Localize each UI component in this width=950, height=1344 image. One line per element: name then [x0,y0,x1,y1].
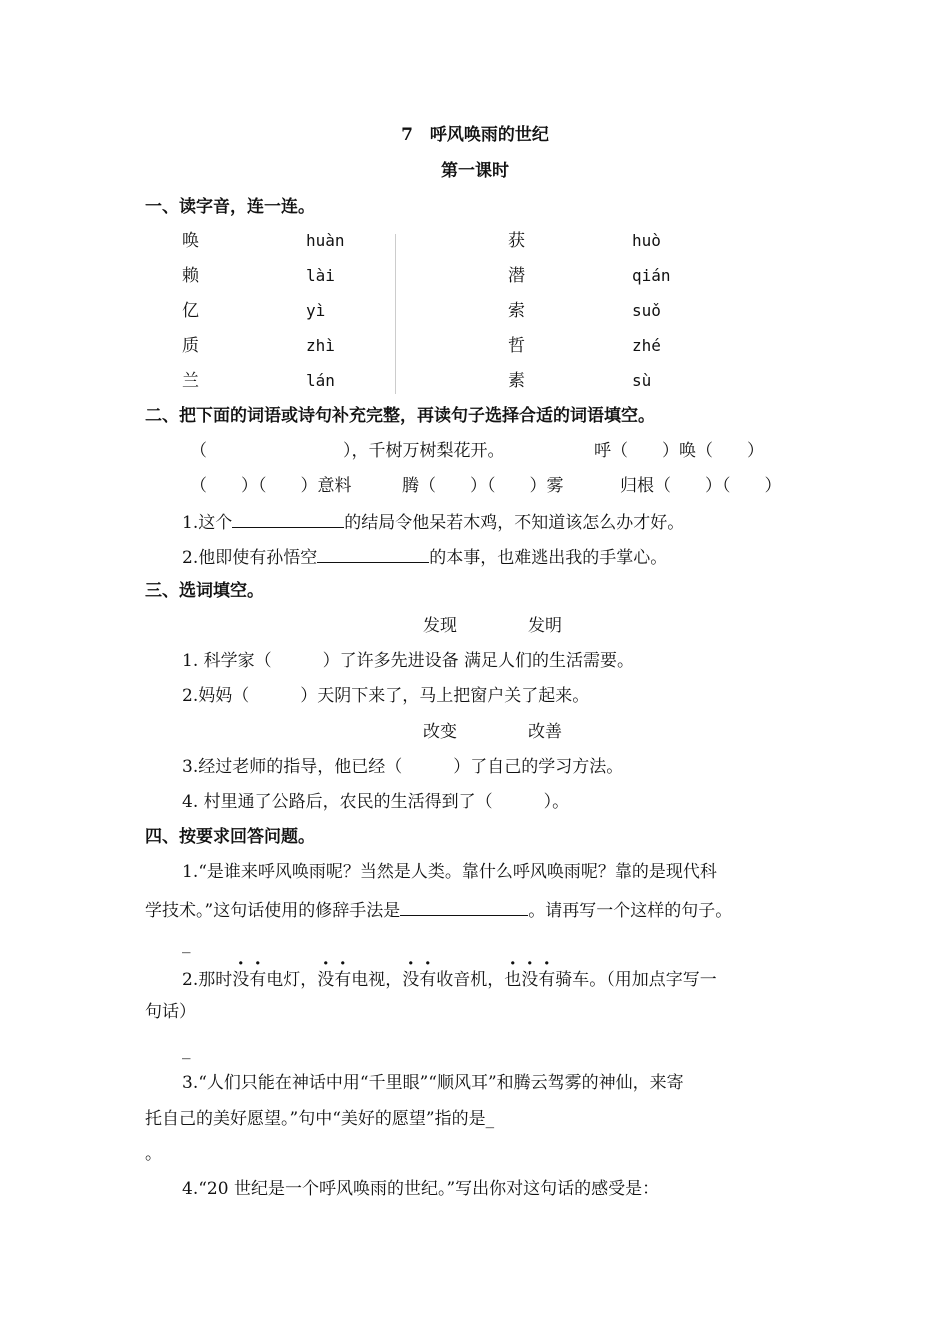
emphasis-dot-char: 有 [334,970,352,990]
answer-question-2-line2: 句话） [145,1002,196,1022]
left-pinyin: zhì [306,336,335,355]
idiom-guigen: 归根（ ）（ ） [620,476,782,496]
left-char: 唤 [182,231,199,251]
answer-line-marker[interactable]: _ [182,1040,191,1060]
lesson-title: 7 呼风唤雨的世纪 [401,125,549,145]
left-char: 亿 [182,301,199,321]
emphasis-dot-char: 没 [521,970,539,990]
answer-blank[interactable] [317,544,429,563]
answer-question-2-line1: 2.那时没有电灯，没有电视，没有收音机，也没有骑车。（用加点字写一 [182,970,717,990]
section-2-heading: 二、把下面的词语或诗句补充完整，再读句子选择合适的词语填空。 [145,406,655,426]
column-divider [395,234,396,394]
dotted-word [504,970,555,990]
answer-question-1-line2: 学技术。”这句话使用的修辞手法是 。请再写一个这样的句子。 [145,897,732,923]
fill-question-1: 1.这个 的结局令他呆若木鸡，不知道该怎么办才好。 [182,509,684,535]
right-char: 索 [508,301,525,321]
lesson-subtitle: 第一课时 [441,161,509,181]
idiom-yiliao: （ ）（ ）意料 [190,476,352,496]
left-pinyin: huàn [306,231,345,250]
answer-line-marker[interactable]: _ [182,934,191,954]
answer-question-1-line1: 1.“是谁来呼风唤雨呢？当然是人类。靠什么呼风唤雨呢？靠的是现代科 [182,862,717,882]
right-pinyin: huò [632,231,661,250]
emphasis-dot-char: 有 [249,970,267,990]
dotted-word [317,970,351,990]
right-pinyin: sù [632,371,652,390]
dotted-word [402,970,436,990]
poem-blank-open: （ [190,441,207,461]
right-char: 素 [508,371,525,391]
emphasis-dot-char: 没 [317,970,335,990]
left-pinyin: lán [306,371,335,390]
choose-question-2: 2.妈妈（ ）天阴下来了，马上把窗户关了起来。 [182,686,590,706]
section-1-heading: 一、读字音，连一连。 [145,197,315,217]
section-4-heading: 四、按要求回答问题。 [145,827,315,847]
word-option: 发现 [423,616,457,636]
left-pinyin: lài [306,266,335,285]
right-pinyin: zhé [632,336,661,355]
idiom-hu-huan: 呼（ ）唤（ ） [594,441,764,461]
section-3-heading: 三、选词填空。 [145,581,264,601]
emphasis-dot-char: 也 [504,970,522,990]
emphasis-dot-char: 有 [538,970,556,990]
emphasis-dot-char: 没 [232,970,250,990]
right-pinyin: qián [632,266,671,285]
answer-blank[interactable] [400,897,528,916]
dotted-word [232,970,266,990]
choose-question-4: 4. 村里通了公路后，农民的生活得到了（ ）。 [182,792,570,812]
answer-question-3-line1: 3.“人们只能在神话中用“千里眼”“顺风耳”和腾云驾雾的神仙，来寄 [182,1073,684,1093]
choose-question-3: 3.经过老师的指导，他已经（ ）了自己的学习方法。 [182,757,624,777]
word-option: 发明 [528,616,562,636]
answer-question-4: 4.“20 世纪是一个呼风唤雨的世纪。”写出你对这句话的感受是： [182,1179,660,1199]
left-char: 兰 [182,371,199,391]
answer-question-3-line3: 。 [145,1144,162,1164]
emphasis-dot-char: 有 [419,970,437,990]
choose-question-1: 1. 科学家（ ）了许多先进设备 满足人们的生活需要。 [182,651,635,671]
left-char: 质 [182,336,199,356]
emphasis-dot-char: 没 [402,970,420,990]
right-char: 潜 [508,266,525,286]
right-pinyin: suǒ [632,301,661,320]
left-pinyin: yì [306,301,326,320]
right-char: 哲 [508,336,525,356]
answer-question-3-line2: 托自己的美好愿望。”句中“美好的愿望”指的是_ [145,1109,495,1129]
poem-line: ），千树万树梨花开。 [343,441,505,461]
idiom-tengwu: 腾（ ）（ ）雾 [402,476,564,496]
word-option: 改善 [528,722,562,742]
word-option: 改变 [423,722,457,742]
answer-blank[interactable] [232,509,344,528]
fill-question-2: 2.他即使有孙悟空 的本事，也难逃出我的手掌心。 [182,544,667,570]
left-char: 赖 [182,266,199,286]
right-char: 获 [508,231,525,251]
